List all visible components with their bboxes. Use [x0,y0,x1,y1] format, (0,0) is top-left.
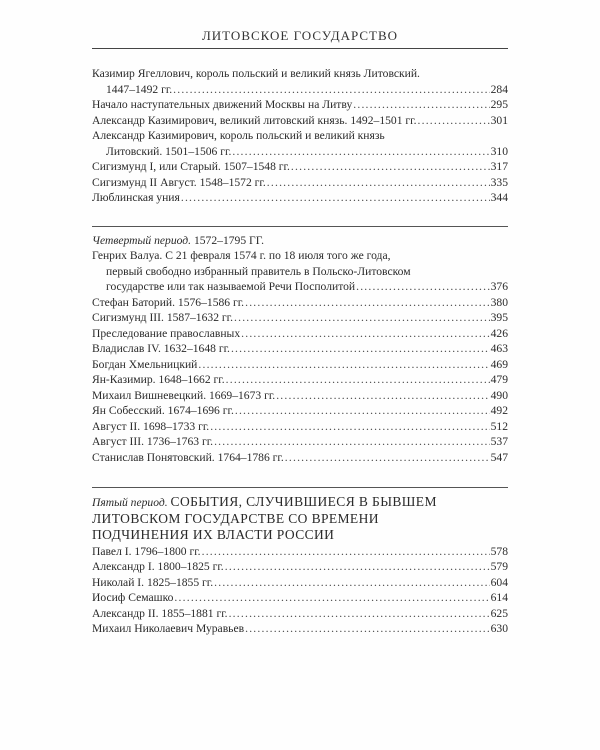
toc-entry[interactable] [92,159,508,175]
page-number: 395 [490,311,508,324]
section-rule [92,487,508,488]
page-number: 380 [490,295,508,309]
toc-section [92,233,508,466]
dot-leader [241,326,489,342]
toc-entry[interactable] [92,128,508,159]
dot-leader [356,279,490,295]
page-number: 469 [490,357,508,371]
entry-title: Сигизмунд III. 1587–1632 гг. [92,311,233,324]
page-number: 490 [490,388,508,402]
entry-title: Ян Собесский. 1674–1696 гг. [92,404,234,417]
dot-leader [181,190,490,206]
entry-title: Александр II. 1855–1881 гг. [92,606,228,620]
page-number: 537 [490,435,508,448]
page-number: 284 [490,82,508,96]
page-number: 512 [490,419,508,433]
running-head: ЛИТОВСКОЕ ГОСУДАРСТВО [201,28,399,43]
entry-title: Сигизмунд II Август. 1548–1572 гг. [92,175,266,189]
toc-entry[interactable] [92,295,508,311]
toc-entry[interactable] [92,97,508,113]
dot-leader [231,341,490,357]
entry-title: Владислав IV. 1632–1648 гг. [92,342,230,355]
entry-title: Михаил Николаевич Муравьев [92,622,245,635]
entry-title: Павел I. 1796–1800 гг. [92,544,201,558]
dot-leader [173,82,489,98]
toc-entry[interactable] [92,190,508,206]
period-heading [92,233,508,249]
dot-leader [285,450,490,466]
dot-leader [225,559,490,575]
toc-entry[interactable] [92,357,508,373]
section-gap [92,206,508,226]
dot-leader [234,310,490,326]
entry-title-line: Александр Казимирович, король польский и великий князь [92,129,385,142]
toc-entry[interactable] [92,66,508,97]
toc-entry[interactable] [92,621,508,637]
dot-leader [214,575,489,591]
entry-title-line: Генрих Валуа. С 21 февраля 1574 г. по 18 июля того же года, [92,249,391,262]
page-number: 625 [490,606,508,620]
header-rule [92,48,508,49]
toc-entry[interactable] [92,388,508,404]
table-of-contents [92,66,508,637]
dot-leader [245,295,490,311]
entry-title: Преследование православных [92,326,241,340]
entry-title: Богдан Хмельницкий [92,357,198,371]
toc-entry[interactable] [92,310,508,326]
toc-entry[interactable] [92,326,508,342]
entry-title: Александр I. 1800–1825 гг. [92,560,224,573]
dot-leader [267,175,490,191]
page-number: 295 [490,98,508,111]
dot-leader [210,419,489,435]
page-number: 310 [490,144,508,158]
toc-entry[interactable] [92,113,508,129]
page-number: 630 [490,622,508,635]
entry-title: Станислав Понятовский. 1764–1786 гг. [92,450,284,464]
toc-entry[interactable] [92,606,508,622]
toc-entry[interactable] [92,559,508,575]
page-number: 578 [490,544,508,558]
dot-leader [353,97,489,113]
dot-leader [214,434,490,450]
page-number: 614 [490,591,508,604]
entry-title: Иосиф Семашко [92,591,174,604]
entry-title: Начало наступательных движений Москвы на Литву [92,98,353,111]
toc-entry[interactable] [92,544,508,560]
dot-leader [226,372,490,388]
page-number: 547 [490,450,508,464]
page-number: 579 [490,560,508,573]
toc-entry[interactable] [92,175,508,191]
toc-entry[interactable] [92,248,508,295]
toc-section [92,494,508,637]
toc-entry[interactable] [92,575,508,591]
entry-title-cont: первый свободно избранный правитель в Польско-Литовском [106,264,411,278]
toc-entry[interactable] [92,434,508,450]
page-number: 301 [490,113,508,127]
entry-title: Стефан Баторий. 1576–1586 гг. [92,295,245,309]
dot-leader [198,357,489,373]
entry-title: Николай I. 1825–1855 гг. [92,575,214,589]
dot-leader [245,621,490,637]
toc-entry[interactable] [92,419,508,435]
page-number: 426 [490,326,508,340]
entry-title: Ян-Казимир. 1648–1662 гг. [92,373,225,386]
page-number: 479 [490,373,508,386]
entry-title: Август III. 1736–1763 гг. [92,435,214,448]
dot-leader [291,159,490,175]
toc-entry[interactable] [92,372,508,388]
entry-title: Михаил Вишневецкий. 1669–1673 гг. [92,388,276,402]
period-title: ЛИТОВСКОМ ГОСУДАРСТВЕ СО ВРЕМЕНИ [92,510,379,526]
entry-title-cont: государстве или так называемой Речи Посполитой [106,280,356,293]
page-number: 376 [490,280,508,293]
dot-leader [229,606,490,622]
entry-title-cont: Литовский. 1501–1506 гг. [106,144,232,158]
entry-title-cont: 1447–1492 гг. [106,82,173,96]
toc-entry[interactable] [92,341,508,357]
entry-title: Александр Казимирович, великий литовский князь. 1492–1501 гг. [92,113,417,127]
dot-leader [235,403,490,419]
page-number: 604 [490,575,508,589]
toc-entry[interactable] [92,450,508,466]
period-label: Четвертый период. [92,233,192,247]
page-number: 492 [490,404,508,417]
dot-leader [418,113,490,129]
page-number: 317 [490,160,508,173]
toc-section [92,66,508,206]
page-number: 344 [490,191,508,204]
entry-title-line: Казимир Ягеллович, король польский и великий князь Литовский. [92,67,420,80]
period-title: 1572–1795 ГГ. [193,233,265,247]
dot-leader [232,144,489,160]
entry-title: Август II. 1698–1733 гг. [92,419,210,433]
period-title: ПОДЧИНЕНИЯ ИХ ВЛАСТИ РОССИИ [92,527,335,542]
dot-leader [174,590,489,606]
dot-leader [276,388,489,404]
toc-entry[interactable] [92,403,508,419]
entry-title: Люблинская уния [92,191,180,204]
period-title: СОБЫТИЯ, СЛУЧИВШИЕСЯ В БЫВШЕМ [170,494,437,509]
entry-title: Сигизмунд I, или Старый. 1507–1548 гг. [92,160,290,173]
period-heading [92,494,508,544]
period-label: Пятый период. [92,496,168,509]
section-gap [92,465,508,487]
page-number: 463 [490,342,508,355]
dot-leader [202,544,490,560]
section-rule [92,226,508,227]
toc-entry[interactable] [92,590,508,606]
page-number: 335 [490,175,508,189]
